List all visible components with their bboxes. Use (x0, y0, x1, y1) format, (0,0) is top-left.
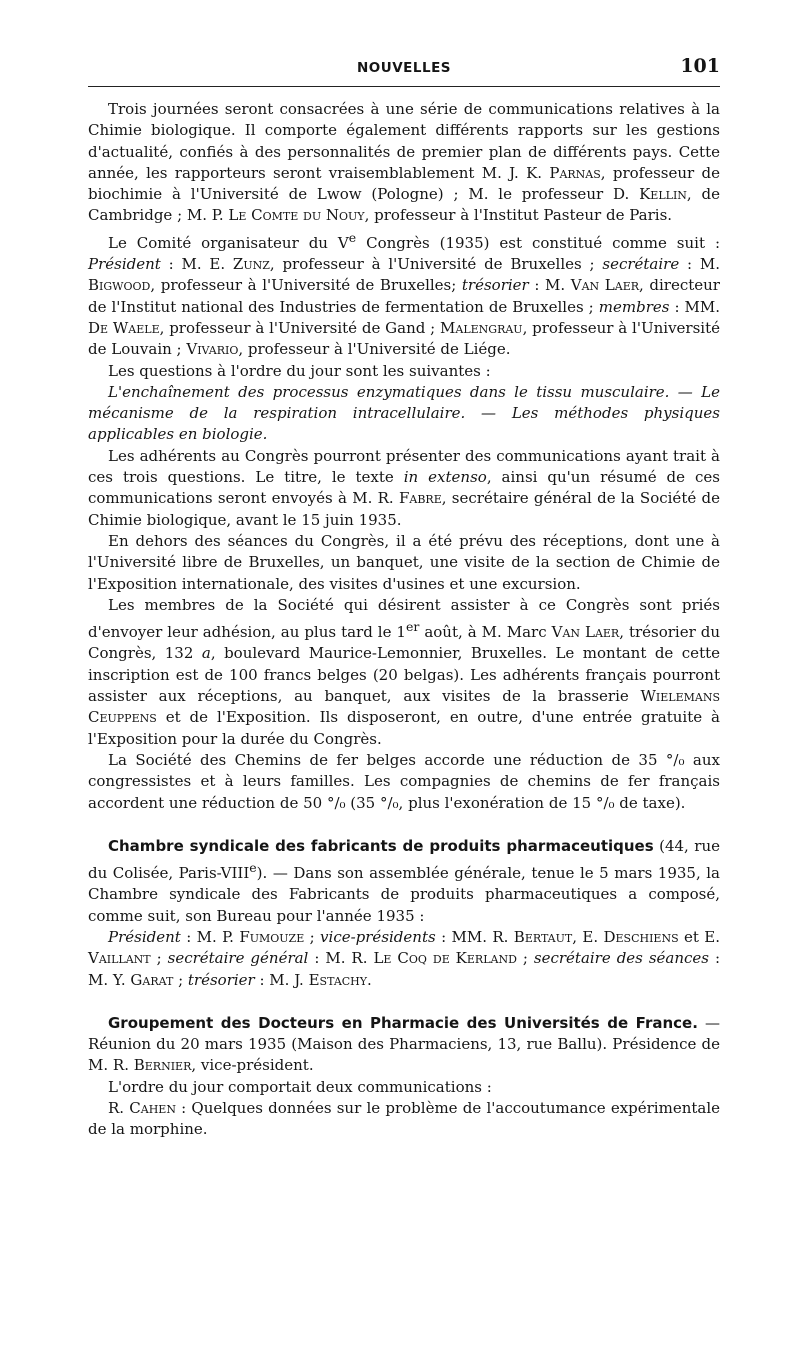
person-name: Zunz (232, 255, 270, 274)
paragraph: La Société des Chemins de fer belges accorde une réduction de 35 °/₀ aux congressistes et à leurs familles. Les compagnies de chemins de fer français accordent une réduction de 50 °/₀ (35 °/₀, plus l'exonération de 15 °/₀ de taxe). (88, 750, 720, 812)
person-name: Fumouze (239, 927, 305, 946)
person-name: Le Coq de Kerland (373, 949, 517, 968)
person-name: Garat (130, 970, 174, 989)
paragraph: En dehors des séances du Congrès, il a été prévu des réceptions, dont une à l'Université libre de Bruxelles, un banquet, une visite de la section de Chimie de l'Exposition internationale, des visites d'usines et une excursion. (88, 531, 720, 593)
section-groupement-docteurs: Groupement des Docteurs en Pharmacie des Universités de France. — Réunion du 20 mars 1935 (Maison des Pharmaciens, 13, rue Ballu). Présidence de M. R. Bernier, vice-président. (88, 1013, 720, 1075)
paragraph: R. Cahen : Quelques données sur le problème de l'accoutumance expérimentale de la morphine. (88, 1099, 721, 1139)
person-name: Parnas (549, 163, 601, 182)
paragraph: Les questions à l'ordre du jour sont les suivantes : (108, 361, 491, 380)
person-name: Vivario (186, 340, 239, 359)
paragraph: Les membres de la Société qui désirent assister à ce Congrès sont priés d'envoyer leur adhésion, au plus tard le 1er août, à M. Marc Van Laer, trésorier du Congrès, 132 a, boulevard Maurice-Lemonnier, Bruxelles. Le montant de cette inscription est de 100 francs belges (20 belgas). Les adhérents français pourront assister aux réceptions, au banquet, aux visites de la brasserie Wielemans Ceuppens et de l'Exposition. Ils disposeront, en outre, d'une entrée gratuite à l'Exposition pour la durée du Congrès. (88, 595, 721, 748)
person-name: Bertaut (513, 927, 573, 946)
section-heading: Chambre syndicale des fabricants de produits pharmaceutiques (108, 836, 654, 855)
person-name: Deschiens (603, 927, 679, 946)
person-name: Estachy (308, 970, 368, 989)
paragraph: Président : M. P. Fumouze ; vice-présidents : MM. R. Bertaut, E. Deschiens et E. Vaillant ; secrétaire général : M. R. Le Coq de Kerland ; secrétaire des séances : M. Y. Garat ; trésorier : M. J. Estachy. (88, 927, 720, 989)
paragraph: L'ordre du jour comportait deux communications : (108, 1077, 492, 1096)
page-number: 101 (680, 55, 720, 77)
person-name: Malengrau (440, 318, 523, 337)
paragraph: Les adhérents au Congrès pourront présenter des communications ayant trait à ces trois questions. Le titre, le texte in extenso, ainsi qu'un résumé de ces communications seront envoyés à M. R. Fabre, secrétaire général de la Société de Chimie biologique, avant le 15 juin 1935. (88, 446, 720, 529)
article-body (88, 99, 720, 1141)
person-name: Bigwood (88, 276, 151, 295)
person-name: De Waele (88, 318, 160, 337)
agenda-topics: L'enchaînement des processus enzymatiques dans le tissu musculaire. — Le mécanisme de la respiration intracellulaire. — Les méthodes physiques applicables en biologie. (88, 382, 720, 444)
person-name: Bernier (133, 1056, 192, 1075)
header-rule (88, 86, 720, 87)
person-name: Le Comte du Nouy (228, 206, 365, 225)
person-name: Van Laer (551, 623, 620, 642)
person-name: Vaillant (88, 949, 151, 968)
running-header (88, 56, 720, 82)
section-heading: Groupement des Docteurs en Pharmacie des Universités de France. (108, 1013, 698, 1032)
person-name: Fabre (398, 489, 442, 508)
section-chambre-syndicale: Chambre syndicale des fabricants de produits pharmaceutiques (44, rue du Colisée, Paris-VIIIe). — Dans son assemblée générale, tenue le 5 mars 1935, la Chambre syndicale des Fabricants de produits pharmaceutiques a composé, comme suit, son Bureau pour l'année 1935 : (88, 836, 721, 925)
paragraph: Trois journées seront consacrées à une série de communications relatives à la Chimie biologique. Il comporte également différents rapports sur les gestions d'actualité, confiés à des personnalités de premier plan de différents pays. Cette année, les rapporteurs seront vraisemblablement M. J. K. Parnas, professeur de biochimie à l'Université de Lwow (Pologne) ; M. le professeur D. Kellin, de Cambridge ; M. P. Le Comte du Nouy, professeur à l'Institut Pasteur de Paris. (88, 100, 721, 225)
person-name: Kellin (639, 185, 687, 204)
person-name: Van Laer (570, 276, 639, 295)
running-title: NOUVELLES (356, 60, 452, 76)
person-name: R. Cahen (108, 1099, 176, 1118)
paragraph: Le Comité organisateur du Ve Congrès (1935) est constitué comme suit : Président : M. E. Zunz, professeur à l'Université de Bruxelles ; secrétaire : M. Bigwood, professeur à l'Université de Bruxelles; trésorier : M. Van Laer, directeur de l'Institut national des Industries de fermentation de Bruxelles ; membres : MM. De Waele, professeur à l'Université de Gand ; Malengrau, professeur à l'Université de Louvain ; Vivario, professeur à l'Université de Liége. (88, 229, 721, 359)
person-name: Wielemans Ceuppens (88, 687, 720, 727)
